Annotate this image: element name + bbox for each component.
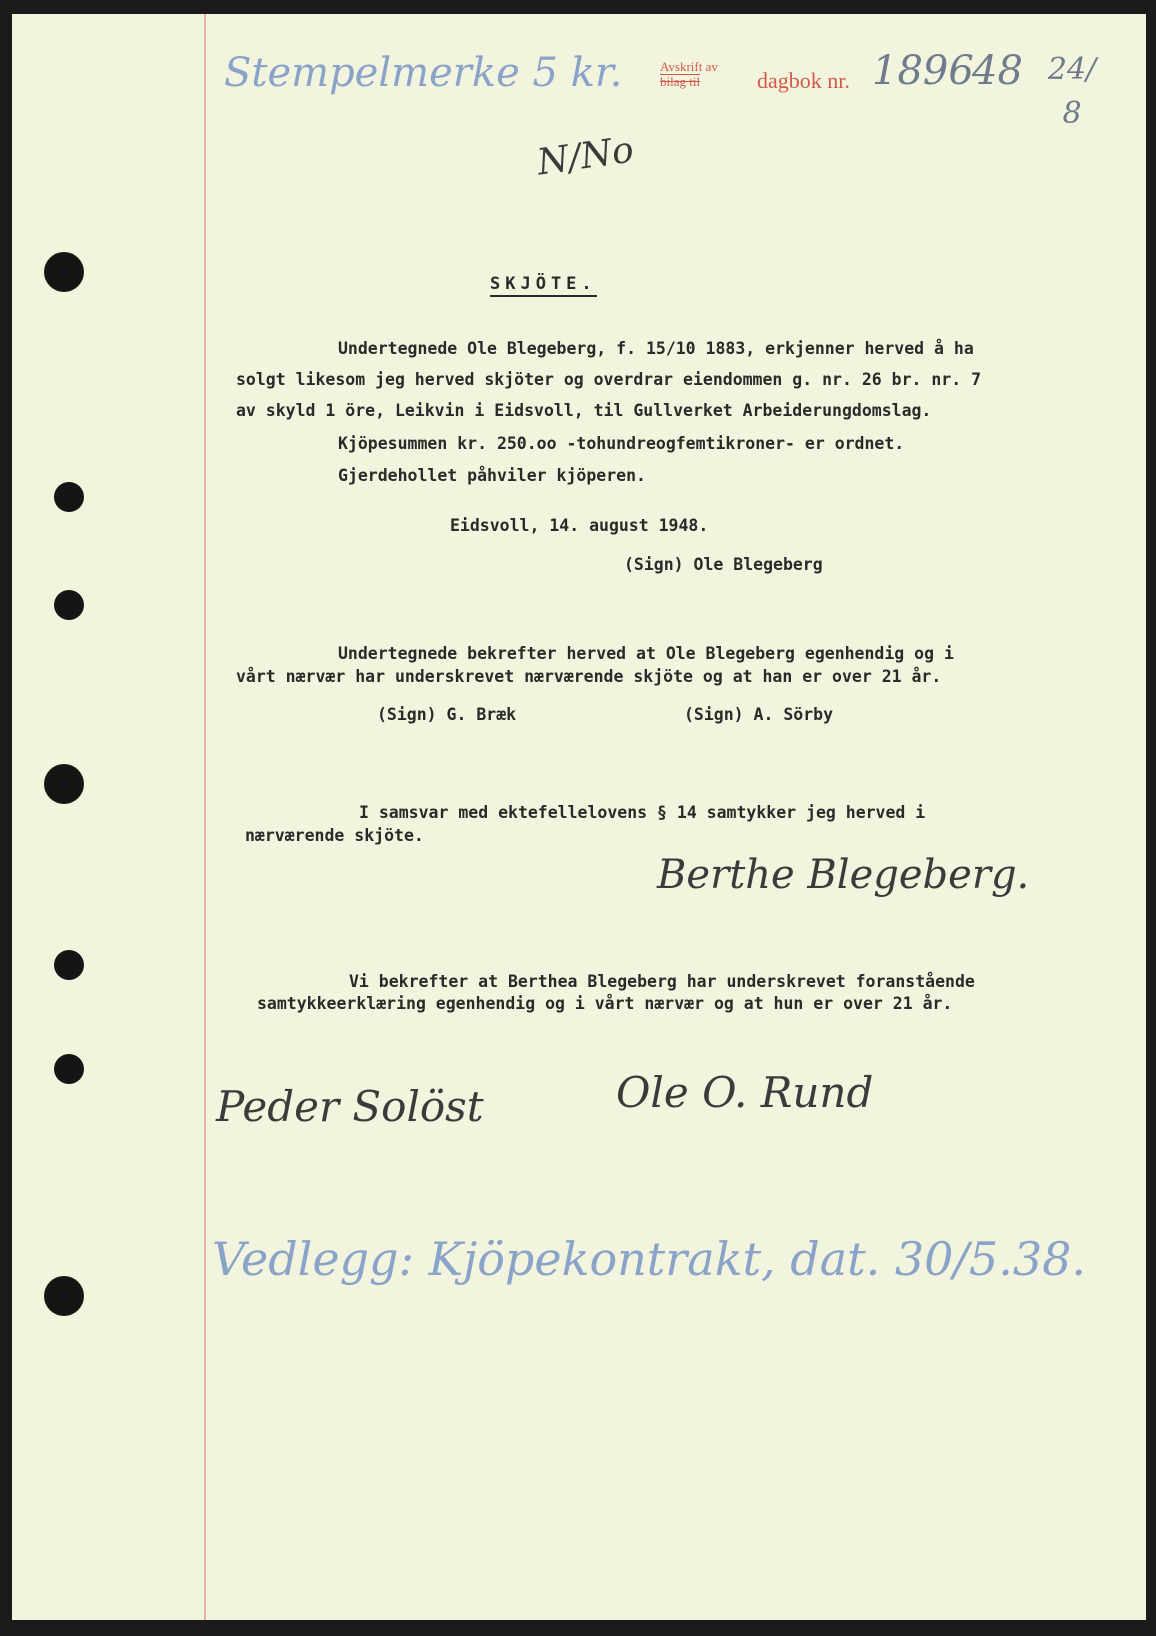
paragraph-line: Kjöpesummen kr. 250.oo -tohundreogfemtikroner- er ordnet.	[338, 434, 905, 453]
margin-line	[204, 14, 206, 1620]
confirm-line: samtykkeerklæring egenhendig og i vårt nærvær og at hun er over 21 år.	[257, 994, 953, 1013]
place-date: Eidsvoll, 14. august 1948.	[450, 516, 709, 535]
seller-signature: (Sign) Ole Blegeberg	[624, 555, 823, 574]
consent-line: I samsvar med ektefellelovens § 14 samtykker jeg herved i	[359, 803, 926, 822]
diary-number: 1896	[872, 48, 974, 94]
paragraph-line: Undertegnede Ole Blegeberg, f. 15/10 1883, erkjenner herved å ha	[338, 339, 974, 358]
registry-stamp	[660, 60, 718, 89]
punch-hole	[54, 482, 84, 512]
document-page	[12, 14, 1146, 1620]
stamp-line-2: bilag til	[660, 74, 701, 89]
stamp-fee-note: Stempelmerke 5 kr.	[224, 50, 623, 96]
consent-handwritten-signature: Berthe Blegeberg.	[657, 852, 1030, 898]
diary-year: 48	[972, 48, 1023, 94]
consent-line: nærværende skjöte.	[245, 826, 424, 845]
witness-paragraph-line: vårt nærvær har underskrevet nærværende skjöte og at han er over 21 år.	[236, 667, 942, 686]
punch-hole	[44, 764, 84, 804]
paragraph-line: solgt likesom jeg herved skjöter og overdrar eiendommen g. nr. 26 br. nr. 7	[236, 370, 982, 389]
witness-signature-2: (Sign) A. Sörby	[684, 705, 834, 724]
initials-note: N/No	[534, 129, 637, 184]
final-witness-signature-2: Ole O. Rund	[616, 1068, 874, 1117]
document-title: SKJÖTE.	[490, 274, 597, 297]
punch-hole	[54, 590, 84, 620]
stamp-line-1: Avskrift av	[660, 59, 718, 74]
punch-hole	[44, 1276, 84, 1316]
punch-hole	[54, 1054, 84, 1084]
diary-label: dagbok nr.	[757, 68, 850, 93]
witness-paragraph-line: Undertegnede bekrefter herved at Ole Blegeberg egenhendig og i	[338, 644, 954, 663]
paragraph-line: av skyld 1 öre, Leikvin i Eidsvoll, til Gullverket Arbeiderungdomslag.	[236, 401, 932, 420]
confirm-line: Vi bekrefter at Berthea Blegeberg har underskrevet foranstående	[349, 972, 975, 991]
paragraph-line: Gjerdehollet påhviler kjöperen.	[338, 466, 646, 485]
final-witness-signature-1: Peder Solöst	[216, 1082, 484, 1131]
punch-hole	[44, 252, 84, 292]
punch-hole	[54, 950, 84, 980]
witness-signature-1: (Sign) G. Bræk	[377, 705, 517, 724]
attachment-note: Vedlegg: Kjöpekontrakt, dat. 30/5.38.	[212, 1232, 1086, 1286]
diary-date: 24/8	[1047, 52, 1097, 131]
